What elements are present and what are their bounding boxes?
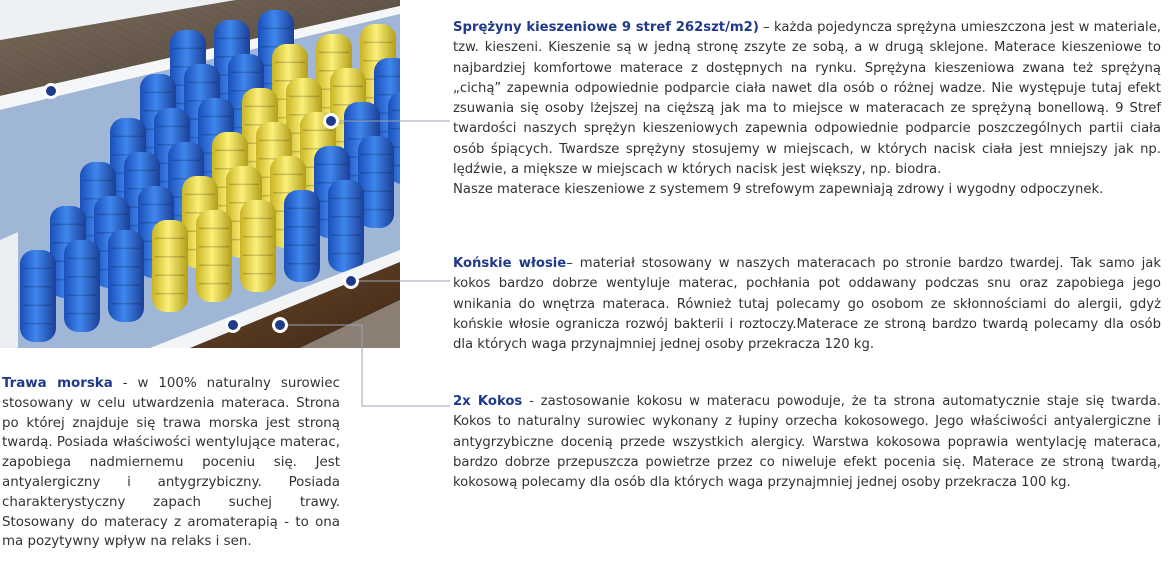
pocket-spring: [284, 190, 320, 282]
pocket-spring: [108, 230, 144, 322]
coconut-section: [453, 392, 1161, 493]
pocket-spring: [20, 250, 56, 342]
pocket-spring: [240, 200, 276, 292]
seagrass-paragraph: [2, 374, 340, 552]
coconut-body: - zastosowanie kokosu w materacu powoduje, że ta strona automatycznie staje się twarda. Kokos to naturalny surowiec wykonany z łupiny orzecha kokosowego. Jego właściwości antyalergiczne i antygrzybiczne docenią przede wszystkich alergicy. Warstwa kokosowa poprawia wentylację materaca, bardzo dobrze przepuszcza powietrze przez co niweluje efekt pocenia się. Materace ze stroną twardą, kokosową polecamy dla osób dla których waga przynajmniej jednej osoby przekracza 100 kg.: [453, 394, 1161, 491]
mattress-cross-section-illustration: [0, 0, 400, 348]
coconut-heading: 2x Kokos: [453, 394, 523, 409]
pocket-spring: [152, 220, 188, 312]
pocket-springs-paragraph: [453, 18, 1161, 180]
horsehair-paragraph: [453, 254, 1161, 355]
horsehair-body: – materiał stosowany w naszych materacach po stronie bardzo twardej. Tak samo jak kokos bardzo dobrze wentyluje materac, pochłania pot oddawany podczas snu oraz zapobiega jego wnikania do wnętrza materaca. Również tutaj polecamy go osobom ze skłonnościami do alergii, gdyż końskie włosie ogranicza rozwój bakterii i roztoczy.Materace ze stroną bardzo twardą polecamy dla osób dla których waga przynajmniej jednej osoby przekracza 120 kg.: [453, 256, 1161, 353]
pocket-spring: [328, 180, 364, 272]
pocket-spring: [64, 240, 100, 332]
seagrass-body: - w 100% naturalny surowiec stosowany w celu utwardzenia materaca. Strona po której znajduje się trawa morska jest stroną twardą. Posiada właściwości wentylujące materac, zapobiega nadmiernemu poceniu się. Jest antyalergiczny i antygrzybiczny. Posiada charakterystyczny zapach suchej trawy. Stosowany do materacy z aromaterapią - to ona ma pozytywny wpływ na relaks i sen.: [2, 376, 341, 550]
pocket-springs-body: – każda pojedyncza sprężyna umieszczona jest w materiale, tzw. kieszeni. Kieszenie są w jedną stronę zszyte ze sobą, a w drugą sklejone. Materace kieszeniowe to najbardziej komfortowe materace z dostępnych na rynku. Sprężyna kieszeniowa zwana też sprężyną „cichą” zapewnia odpowiednie podparcie ciała nawet dla osób o różnej wadze. Nie występuje tutaj efekt zsuwania się osoby lżejszej na cięższą jak ma to miejsce w materacach ze sprężyną bonellową. 9 Stref twardości naszych sprężyn kieszeniowych zapewnia odpowiednie podparcie poszczególnych partii ciała osób śpiących. Twardsze sprężyny stosujemy w miejscach, w których nacisk ciała jest mniejszy jak np. lędźwie, a miększe w miejscach w których nacisk jest większy, np. biodra.: [453, 20, 1161, 178]
marker-coconut-left-icon: [225, 317, 241, 333]
marker-springs-icon: [323, 113, 339, 129]
pocket-springs-closing: Nasze materace kieszeniowe z systemem 9 strefowym zapewniają zdrowy i wygodny odpoczynek.: [453, 182, 1104, 198]
seagrass-section: [2, 374, 340, 552]
seagrass-heading: Trawa morska: [2, 376, 113, 391]
pocket-springs-section: [453, 18, 1161, 201]
marker-seagrass-icon: [43, 83, 59, 99]
marker-horsehair-icon: [343, 273, 359, 289]
pocket-springs-heading: Sprężyny kieszeniowe 9 stref 262szt/m2): [453, 20, 759, 35]
pocket-spring: [196, 210, 232, 302]
coconut-paragraph: [453, 392, 1161, 493]
marker-coconut-right-icon: [272, 317, 288, 333]
horsehair-heading: Końskie włosie: [453, 256, 567, 271]
horsehair-section: [453, 254, 1161, 355]
